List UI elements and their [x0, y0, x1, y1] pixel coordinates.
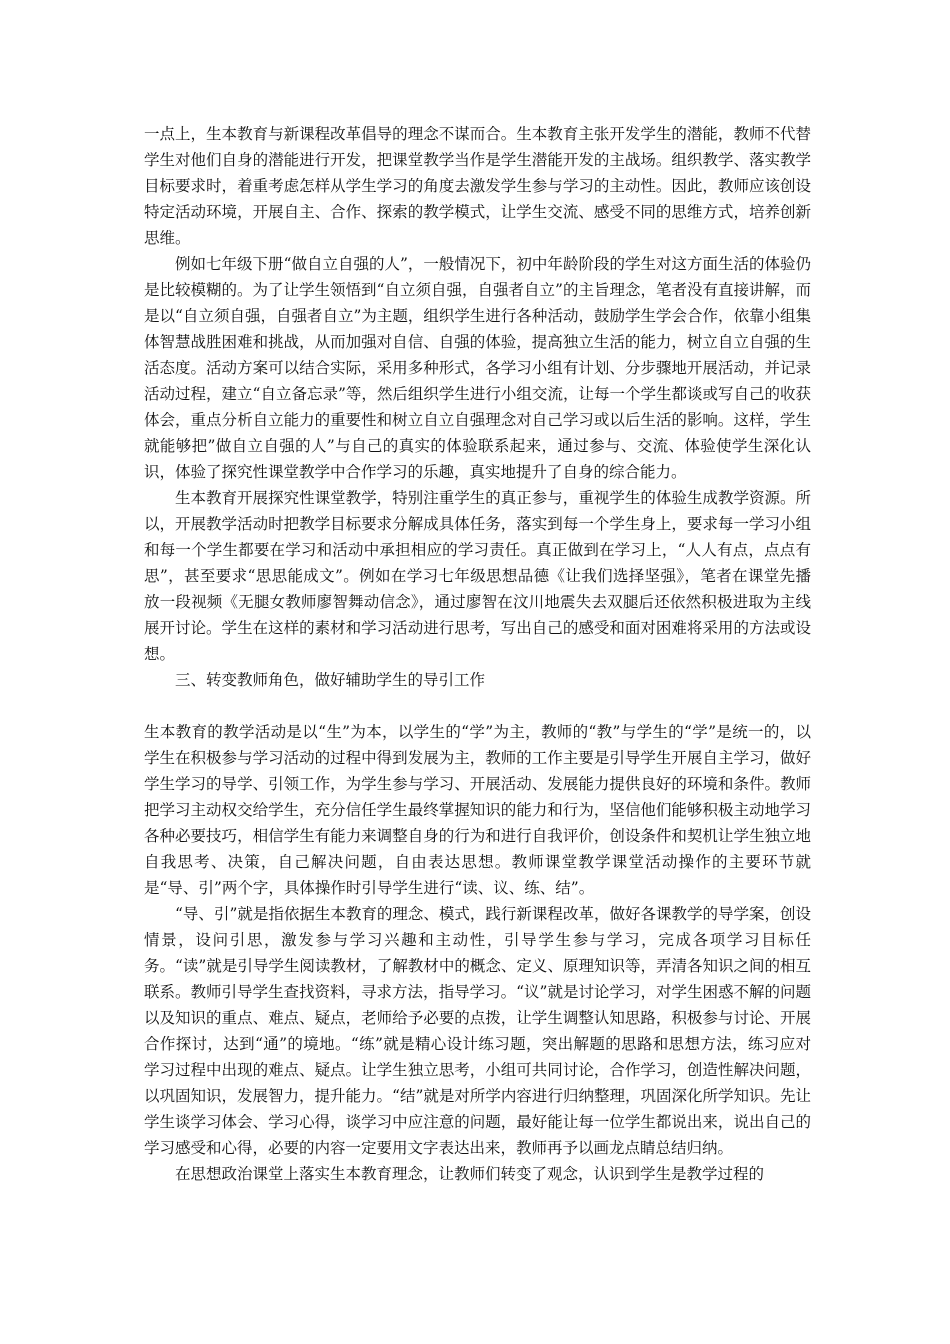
- paragraph-continued: 一点上，生本教育与新课程改革倡导的理念不谋而合。生本教育主张开发学生的潜能，教师不代替学生对他们自身的潜能进行开发，把课堂教学当作是学生潜能开发的主战场。组织教学、落实教学目标要求时，着重考虑怎样从学生学习的角度去激发学生参与学习的主动性。因此，教师应该创设特定活动环境，开展自主、合作、探索的教学模式，让学生交流、感受不同的思维方式，培养创新思维。: [144, 125, 811, 247]
- body-text: [144, 121, 811, 1187]
- paragraph-example-self-reliance: 例如七年级下册“做自立自强的人”，一般情况下，初中年龄阶段的学生对这方面生活的体验仍是比较模糊的。为了让学生领悟到“自立须自强，自强者自立”的主旨理念，笔者没有直接讲解，而是以“自立须自强，自强者自立”为主题，组织学生进行各种活动，鼓励学生学会合作，依靠小组集体智慧战胜困难和挑战，从而加强对自信、自强的体验，提高独立生活的能力，树立自立自强的生活态度。活动方案可以结合实际，采用多种形式，各学习小组有计划、分步骤地开展活动，并记录活动过程，建立“自立备忘录”等，然后组织学生进行小组交流，让每一个学生都谈或写自己的收获体会，重点分析自立能力的重要性和树立自立自强理念对自己学习或以后生活的影响。这样，学生就能够把”做自立自强的人”与自己的真实的体验联系起来，通过参与、交流、体验使学生深化认识，体验了探究性课堂教学中合作学习的乐趣，真实地提升了自身的综合能力。: [144, 255, 811, 481]
- section-heading: 三、转变教师角色，做好辅助学生的导引工作: [175, 671, 486, 689]
- paragraph-inquiry-teaching: 生本教育开展探究性课堂教学，特别注重学生的真正参与，重视学生的体验生成教学资源。所以，开展教学活动时把教学目标要求分解成具体任务，落实到每一个学生身上，要求每一学习小组和每一个学生都要在学习和活动中承担相应的学习责任。真正做到在学习上，“人人有点，点点有思”，甚至要求“思思能成文”。例如在学习七年级思想品德《让我们选择坚强》，笔者在课堂先播放一段视频《无腿女教师廖智舞动信念》，通过廖智在汶川地震失去双腿后还依然积极进取为主线展开讨论。学生在这样的素材和学习活动进行思考，写出自己的感受和面对困难将采用的方法或设想。: [144, 489, 811, 663]
- blank-line: [144, 693, 811, 719]
- paragraph-conclusion-start: 在思想政治课堂上落实生本教育理念，让教师们转变了观念，认识到学生是教学过程的: [175, 1165, 765, 1183]
- paragraph-guide-steps: “导、引”就是指依据生本教育的理念、模式，践行新课程改革，做好各课教学的导学案，创设情景，设问引思，激发参与学习兴趣和主动性，引导学生参与学习，完成各项学习目标任务。“读”就是引导学生阅读教材，了解教材中的概念、定义、原理知识等，弄清各知识之间的相互联系。教师引导学生查找资料，寻求方法，指导学习。“议”就是讨论学习，对学生困惑不解的问题以及知识的重点、难点、疑点，老师给予必要的点拨，让学生调整认知思路，积极参与讨论、开展合作探讨，达到“通”的境地。“练”就是精心设计练习题，突出解题的思路和思想方法，练习应对学习过程中出现的难点、疑点。让学生独立思考，小组可共同讨论，合作学习，创造性解决问题，以巩固知识，发展智力，提升能力。“结”就是对所学内容进行归纳整理，巩固深化所学知识。先让学生谈学习体会、学习心得，谈学习中应注意的问题，最好能让每一位学生都说出来，说出自己的学习感受和心得，必要的内容一定要用文字表达出来，教师再予以画龙点睛总结归纳。: [144, 905, 811, 1157]
- paragraph-teacher-role: 生本教育的教学活动是以“生”为本，以学生的“学”为主，教师的“教”与学生的“学”是统一的，以学生在积极参与学习活动的过程中得到发展为主，教师的工作主要是引导学生开展自主学习，做好学生学习的导学、引领工作，为学生参与学习、开展活动、发展能力提供良好的环境和条件。教师把学习主动权交给学生，充分信任学生最终掌握知识的能力和行为，坚信他们能够积极主动地学习各种必要技巧，相信学生有能力来调整自身的行为和进行自我评价，创设条件和契机让学生独立地自我思考、决策，自己解决问题，自由表达思想。教师课堂教学课堂活动操作的主要环节就是“导、引”两个字，具体操作时引导学生进行“读、议、练、结”。: [144, 723, 811, 897]
